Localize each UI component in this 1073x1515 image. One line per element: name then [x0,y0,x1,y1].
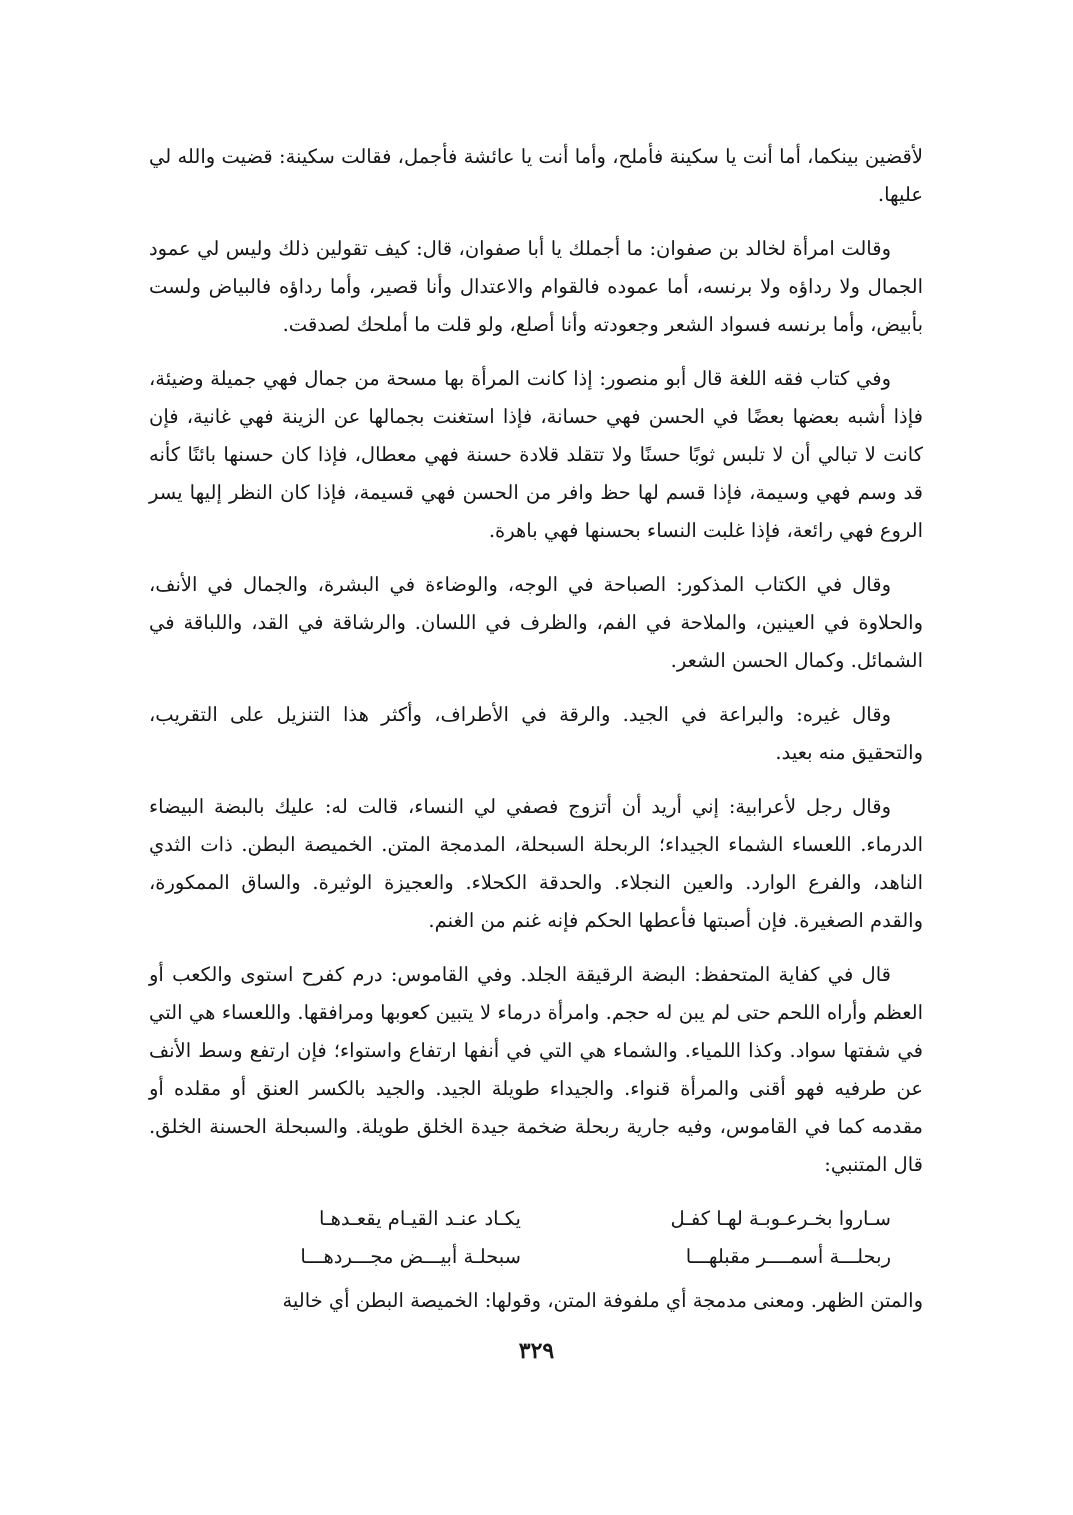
page-number: ٣٢٩ [518,1338,555,1364]
paragraph-4: وقال في الكتاب المذكور: الصباحة في الوجه، والوضاءة في البشرة، والجمال في الأنف، والحلاوة في العينين، والملاحة في الفم، والظرف في اللسان. والرشاقة في القد، واللباقة في الشمائل. وكمال الحسن الشعر. [149,573,923,672]
hemistich-first: ربحلـــة أسمــــر مقبلهـــا [685,1245,891,1268]
hemistich-first: سـاروا بخـرعـوبـة لهـا كفـل [670,1207,891,1230]
closing-line: والمتن الظهر. ومعنى مدمجة أي ملفوفة المتن، وقولها: الخميصة البطن أي خالية [282,1289,923,1312]
paragraph-1: لأقضين بينكما، أما أنت يا سكينة فأملح، وأما أنت يا عائشة فأجمل، فقالت سكينة: قضيت والله لي عليها. [149,145,923,206]
hemistich-second: سبحلـة أبيـــض مجـــردهـــا [300,1245,521,1268]
paragraph-6: وقال رجل لأعرابية: إني أريد أن أتزوج فصفي لي النساء، قالت له: عليك بالبضة البيضاء الدرماء. اللعساء الشماء الجيداء؛ الربحلة السبحلة، المدمجة المتن. الخميصة البطن. ذات الثدي الناهد، والفرع الوارد. والعين النجلاء. والحدقة الكحلاء. والعجيزة الوثيرة. والساق الممكورة، والقدم الصغيرة. فإن أصبتها فأعطها الحكم فإنه غنم من الغنم. [149,795,923,932]
paragraph-2: وقالت امرأة لخالد بن صفوان: ما أجملك يا أبا صفوان، قال: كيف تقولين ذلك وليس لي عمود الجمال ولا رداؤه ولا برنسه، أما عموده فالقوام والاعتدال وأنا قصير، وأما رداؤه فالبياض ولست بأبيض، وأما برنسه فسواد الشعر وجعودته وأنا أصلع، ولو قلت ما أملحك لصدقت. [149,237,923,336]
paragraph-3: وفي كتاب فقه اللغة قال أبو منصور: إذا كانت المرأة بها مسحة من جمال فهي جميلة وضيئة، فإذا أشبه بعضها بعضًا في الحسن فهي حسانة، فإذا استغنت بجمالها عن الزينة فهي غانية، فإن كانت لا تبالي أن لا تلبس ثوبًا حسنًا ولا تتقلد قلادة حسنة فهي معطال، فإذا كان حسنها بائنًا كأنه قد وسم فهي وسيمة، فإذا قسم لها حظ وافر من الحسن فهي قسيمة، فإذا كان النظر إليها يسر الروع فهي رائعة، فإذا غلبت النساء بحسنها فهي باهرة. [149,367,923,542]
paragraph-7: قال في كفاية المتحفظ: البضة الرقيقة الجلد. وفي القاموس: درم كفرح استوى والكعب أو العظم وأراه اللحم حتى لم يبن له حجم. وامرأة درماء لا يتبين كعوبها ومرافقها. واللعساء هي التي في شفتها سواد. وكذا اللمياء. والشماء هي التي في أنفها ارتفاع واستواء؛ فإن ارتفع وسط الأنف عن طرفيه فهو أقنى والمرأة قنواء. والجيداء طويلة الجيد. والجيد بالكسر العنق أو مقلده أو مقدمه كما في القاموس، وفيه جارية ربحلة ضخمة جيدة الخلق طويلة. والسبحلة الحسنة الخلق. قال المتنبي: [149,963,923,1176]
poem-block [149,1200,923,1276]
page-body [149,138,923,1336]
poem-line-2 [149,1238,891,1276]
paragraph-5: وقال غيره: والبراعة في الجيد. والرقة في الأطراف، وأكثر هذا التنزيل على التقريب، والتحقيق منه بعيد. [149,703,923,764]
hemistich-second: يكـاد عنـد القيـام يقعـدهـا [318,1207,521,1230]
poem-line-1 [149,1200,891,1238]
